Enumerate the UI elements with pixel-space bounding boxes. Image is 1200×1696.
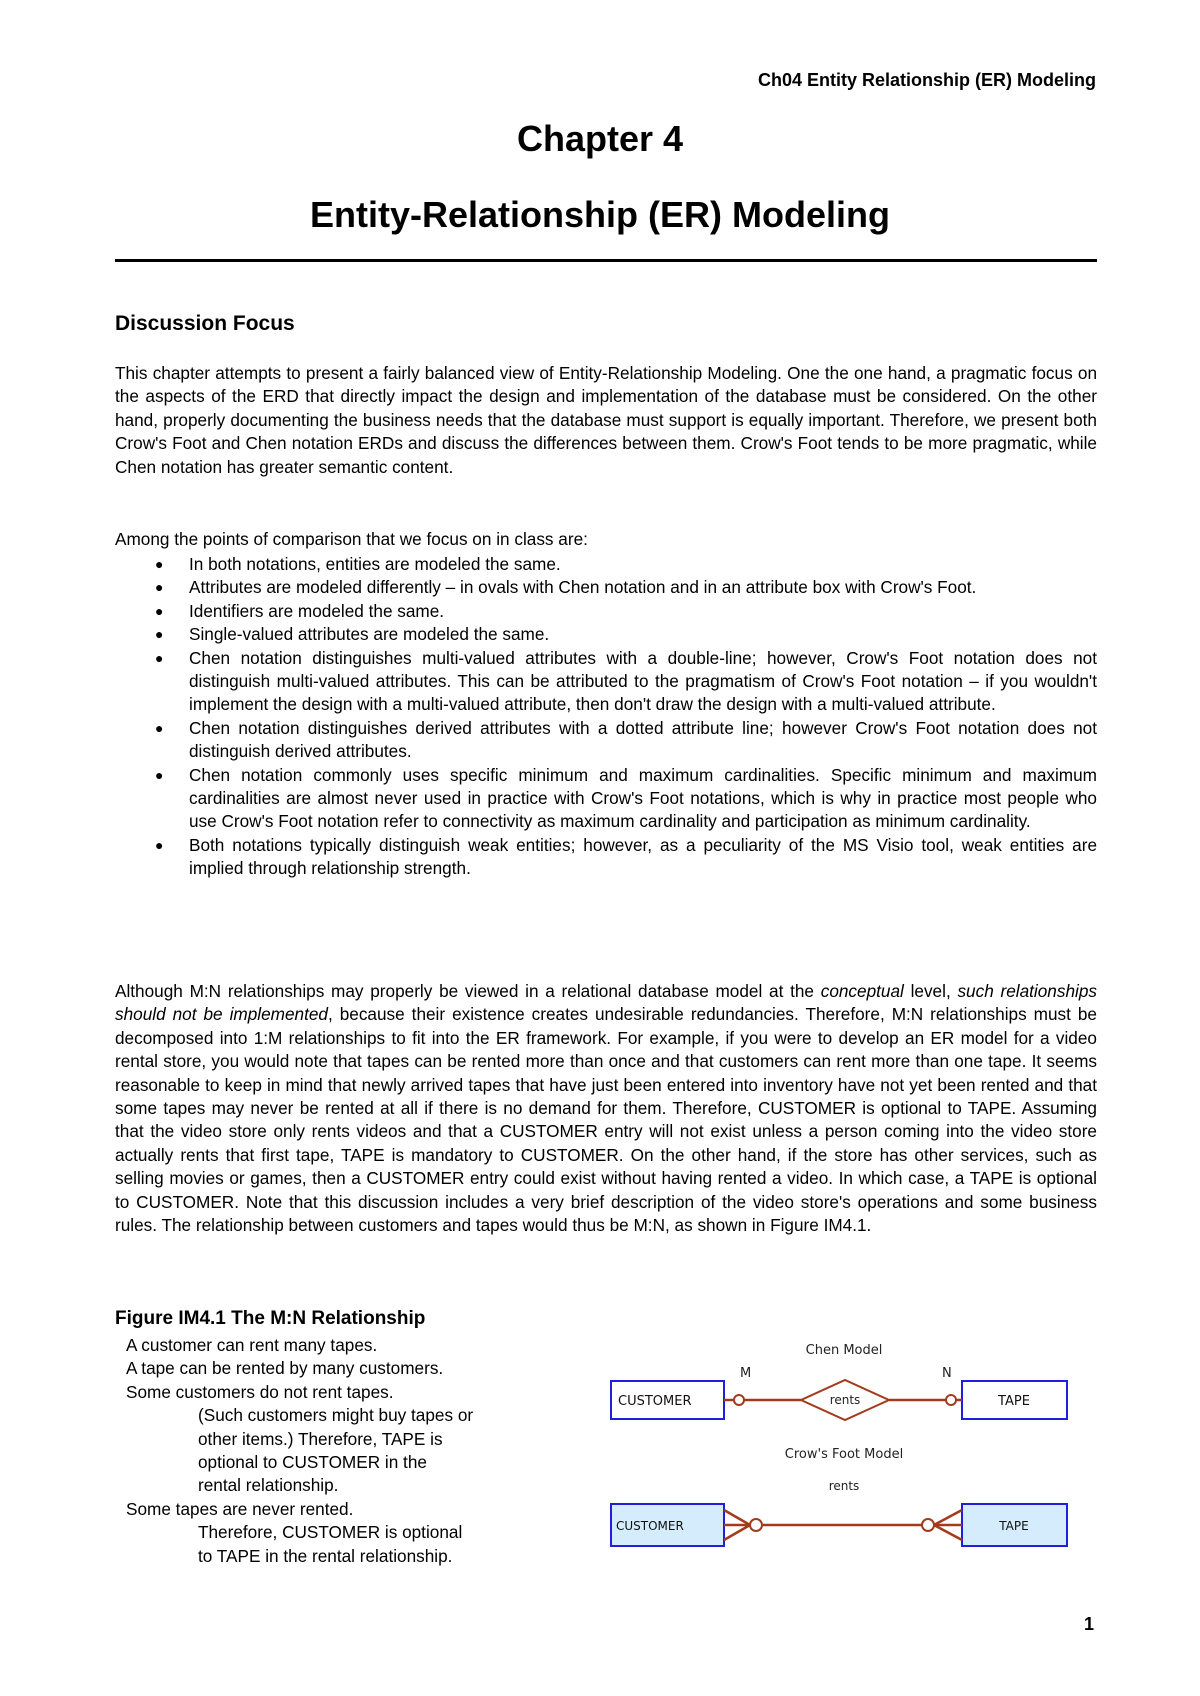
list-item: ● In both notations, entities are modeled the same. <box>115 553 1097 576</box>
crows-foot-relationship-label: rents <box>828 1479 860 1493</box>
chapter-number: Chapter 4 <box>516 118 684 159</box>
chapter-title: Entity-Relationship (ER) Modeling <box>310 194 890 235</box>
crows-optional-circle <box>922 1519 934 1531</box>
list-item: ● Chen notation distinguishes multi-valued attributes with a double-line; however, Crow's Foot notation does not distinguish multi-valued attributes. This can be attributed to the pragmatism of Crow's Foot notation – if you wouldn't implement the design with a multi-valued attribute, then don't draw the design with a multi-valued attribute. <box>155 647 1097 715</box>
er-diagram <box>600 1330 1080 1570</box>
bullet-icon: ● <box>155 719 164 736</box>
bullet-icon: ● <box>155 579 164 596</box>
section-heading: Discussion Focus <box>115 312 295 335</box>
bullet-icon: ● <box>155 626 164 643</box>
business-rule: (Such customers might buy tapes or <box>198 1405 474 1426</box>
comparison-intro: Among the points of comparison that we focus on in class are: <box>115 529 588 549</box>
crows-foot-prong <box>724 1510 750 1525</box>
chen-entity-tape-label: TAPE <box>998 1394 1030 1409</box>
bullet-icon: ● <box>155 649 164 666</box>
business-rules <box>126 1334 556 1568</box>
chen-relationship-label: rents <box>829 1393 861 1407</box>
business-rule: Some tapes are never rented. <box>126 1498 354 1519</box>
business-rule: to TAPE in the rental relationship. <box>198 1545 453 1566</box>
comparison-list <box>115 553 1097 881</box>
crows-foot-prong <box>724 1525 750 1540</box>
list-item: ● Chen notation commonly uses specific minimum and maximum cardinalities. Specific minimum and maximum cardinalities are almost never used in practice with Crow's Foot notations, which is why in practice most people who use Crow's Foot notation refer to connectivity as maximum cardinality and participation as minimum cardinality. <box>155 764 1097 832</box>
list-item: ● Attributes are modeled differently – in ovals with Chen notation and in an attribute box with Crow's Foot. <box>115 576 1097 599</box>
bullet-icon: ● <box>155 836 164 853</box>
chen-optional-circle <box>734 1395 744 1405</box>
list-item: ● Both notations typically distinguish weak entities; however, as a peculiarity of the MS Visio tool, weak entities are implied through relationship strength. <box>155 834 1097 879</box>
chen-card-m: M <box>740 1366 752 1381</box>
crows-foot-prong <box>934 1510 962 1525</box>
business-rule: rental relationship. <box>198 1475 339 1496</box>
chen-optional-circle <box>946 1395 956 1405</box>
mn-relationship-paragraph: Although M:N relationships may properly be viewed in a relational database model at the conceptual level, such relationships should not be implemented, because their existence creates undesirable redundancies. Therefore, M:N relationships must be decomposed into 1:M relationships to fit into the ER framework. For example, if you were to develop an ER model for a video rental store, you would note that tapes can be rented more than once and that customers can rent more than one tape. It seems reasonable to keep in mind that newly arrived tapes that have just been entered into inventory have not yet been rented and that some tapes may never be rented at all if there is no demand for them. Therefore, CUSTOMER is optional to TAPE. Assuming that the video store only rents videos and that a CUSTOMER entry will not exist unless a person coming into the video store actually rents that first tape, TAPE is mandatory to CUSTOMER. On the other hand, if the store has other services, such as selling movies or games, then a CUSTOMER entry could exist without having rented a video. In which case, a TAPE is optional to CUSTOMER. Note that this discussion includes a very brief description of the video store's operations and some business rules. The relationship between customers and tapes would thus be M:N, as shown in Figure IM4.1. <box>115 981 1097 1236</box>
bullet-icon: ● <box>155 556 164 572</box>
chen-card-n: N <box>942 1366 952 1381</box>
intro-paragraph: This chapter attempts to present a fairly balanced view of Entity-Relationship Modeling. One the one hand, a pragmatic focus on the aspects of the ERD that directly impact the design and implementation of the database must be considered. On the other hand, properly documenting the business needs that the database must support is equally important. Therefore, we present both Crow's Foot and Chen notation ERDs and discuss the differences between them. Crow's Foot tends to be more pragmatic, while Chen notation has greater semantic content. <box>115 363 1097 477</box>
crows-optional-circle <box>750 1519 762 1531</box>
business-rule: other items.) Therefore, TAPE is <box>198 1428 443 1449</box>
bullet-icon: ● <box>155 766 164 783</box>
crows-entity-customer-label: CUSTOMER <box>616 1519 684 1533</box>
title-divider <box>115 259 1097 262</box>
crows-entity-tape-label: TAPE <box>999 1519 1029 1533</box>
chen-title: Chen Model <box>805 1343 883 1358</box>
list-item: ● Chen notation distinguishes derived attributes with a dotted attribute line; however Crow's Foot notation does not distinguish derived attributes. <box>155 717 1097 762</box>
running-header: Ch04 Entity Relationship (ER) Modeling <box>757 70 1096 90</box>
crows-foot-prong <box>934 1525 962 1540</box>
business-rule: Therefore, CUSTOMER is optional <box>198 1522 463 1543</box>
bullet-icon: ● <box>155 602 164 619</box>
list-item: ● Identifiers are modeled the same. <box>115 600 1097 623</box>
business-rule: Some customers do not rent tapes. <box>126 1381 394 1402</box>
figure-heading: Figure IM4.1 The M:N Relationship <box>115 1308 426 1329</box>
list-item: ● Single-valued attributes are modeled the same. <box>115 623 1097 646</box>
business-rule: optional to CUSTOMER in the <box>198 1452 427 1473</box>
chen-entity-customer-label: CUSTOMER <box>618 1394 692 1409</box>
page-number: 1 <box>1083 1614 1094 1634</box>
crows-foot-title: Crow's Foot Model <box>784 1447 904 1462</box>
business-rule: A tape can be rented by many customers. <box>126 1358 444 1379</box>
business-rule: A customer can rent many tapes. <box>126 1335 378 1355</box>
